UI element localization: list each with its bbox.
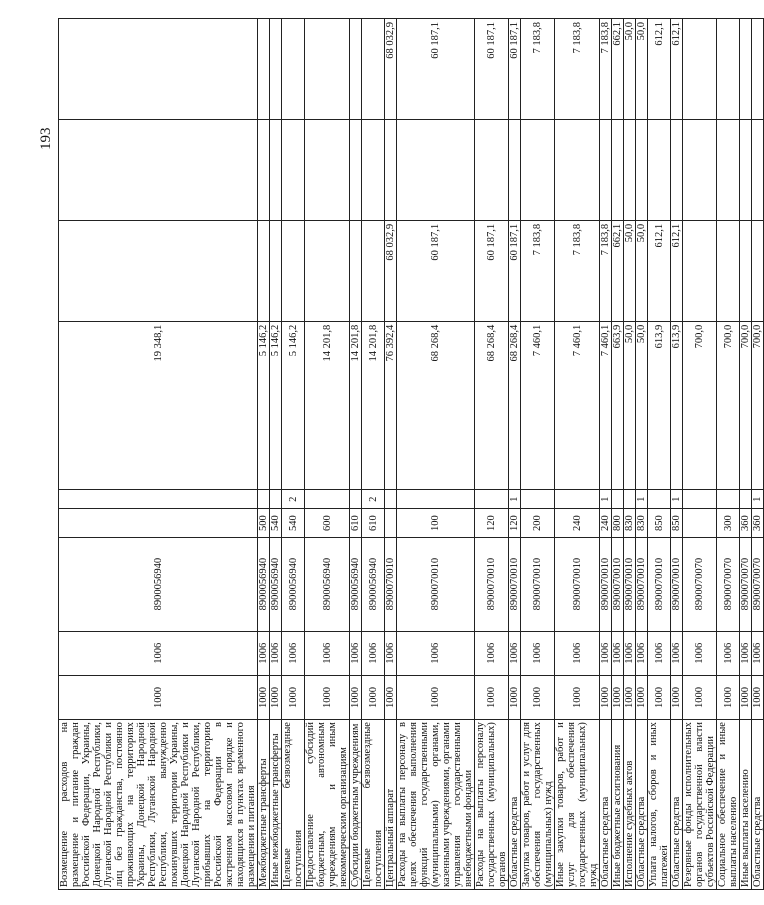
amount-1: 5 146,2	[270, 321, 282, 489]
amount-3	[350, 119, 362, 220]
amount-2: 7 183,8	[600, 220, 612, 321]
amount-4: 50,0	[636, 19, 648, 120]
amount-1: 7 460,1	[555, 321, 600, 489]
amount-3	[600, 119, 612, 220]
section-code: 1000	[305, 675, 350, 719]
row-name: Иные закупки товаров, работ и услуг для обеспечения государственных (муниципальных) нужд	[555, 720, 600, 890]
amount-4	[270, 19, 282, 120]
amount-2: 662,1	[612, 220, 624, 321]
amount-4	[59, 19, 258, 120]
table-row	[636, 19, 648, 890]
funding-flag	[555, 489, 600, 508]
expense-type-code: 850	[648, 509, 671, 537]
funding-flag	[521, 489, 555, 508]
amount-1: 7 460,1	[521, 321, 555, 489]
expense-type-code: 610	[362, 509, 385, 537]
table-row	[612, 19, 624, 890]
expense-type-code: 610	[350, 509, 362, 537]
amount-4	[752, 19, 764, 120]
subsection-code: 1006	[385, 631, 397, 675]
funding-flag: 1	[671, 489, 683, 508]
section-code: 1000	[350, 675, 362, 719]
amount-3	[258, 119, 270, 220]
amount-2	[258, 220, 270, 321]
amount-1: 14 201,8	[362, 321, 385, 489]
expense-type-code: 120	[475, 509, 509, 537]
subsection-code: 1006	[600, 631, 612, 675]
amount-1: 50,0	[624, 321, 636, 489]
row-name: Предоставление субсидий бюджетным, автономным учреждениям и иным некоммерческим организациям	[305, 720, 350, 890]
expense-type-code: 360	[740, 509, 752, 537]
amount-3	[612, 119, 624, 220]
row-name: Субсидии бюджетным учреждениям	[350, 720, 362, 890]
target-article-code: 8900056940	[282, 537, 305, 631]
section-code: 1000	[385, 675, 397, 719]
amount-2	[59, 220, 258, 321]
amount-2	[362, 220, 385, 321]
subsection-code: 1006	[740, 631, 752, 675]
amount-3	[648, 119, 671, 220]
amount-4: 60 187,1	[475, 19, 509, 120]
amount-4: 7 183,8	[521, 19, 555, 120]
subsection-code: 1006	[270, 631, 282, 675]
expense-type-code: 800	[612, 509, 624, 537]
table-row	[671, 19, 683, 890]
amount-4	[350, 19, 362, 120]
expense-type-code: 540	[282, 509, 305, 537]
row-name: Расходы на выплаты персоналу в целях обеспечения выполнения функций государственными (муниципальными) органами, казенными учреждениями, органами управления государственными внебюджетными фондами	[397, 720, 475, 890]
expense-type-code: 500	[258, 509, 270, 537]
funding-flag	[397, 489, 475, 508]
expense-type-code: 850	[671, 509, 683, 537]
amount-4	[362, 19, 385, 120]
table-row	[305, 19, 350, 890]
rotated-page	[58, 18, 763, 890]
subsection-code: 1006	[258, 631, 270, 675]
amount-4	[717, 19, 740, 120]
funding-flag: 1	[636, 489, 648, 508]
section-code: 1000	[258, 675, 270, 719]
target-article-code: 8900070010	[555, 537, 600, 631]
amount-4: 7 183,8	[600, 19, 612, 120]
budget-table	[58, 18, 764, 890]
funding-flag	[740, 489, 752, 508]
amount-4: 7 183,8	[555, 19, 600, 120]
amount-3	[671, 119, 683, 220]
table-row	[385, 19, 397, 890]
funding-flag	[612, 489, 624, 508]
section-code: 1000	[397, 675, 475, 719]
table-row	[555, 19, 600, 890]
target-article-code: 8900070070	[752, 537, 764, 631]
amount-3	[305, 119, 350, 220]
target-article-code: 8900070010	[624, 537, 636, 631]
subsection-code: 1006	[636, 631, 648, 675]
expense-type-code: 830	[636, 509, 648, 537]
section-code: 1000	[282, 675, 305, 719]
section-code: 1000	[600, 675, 612, 719]
amount-1: 14 201,8	[350, 321, 362, 489]
subsection-code: 1006	[305, 631, 350, 675]
row-name: Межбюджетные трансферты	[258, 720, 270, 890]
section-code: 1000	[521, 675, 555, 719]
target-article-code: 8900070010	[385, 537, 397, 631]
row-name: Целевые безвозмездные поступления	[282, 720, 305, 890]
section-code: 1000	[555, 675, 600, 719]
funding-flag	[59, 489, 258, 508]
subsection-code: 1006	[350, 631, 362, 675]
subsection-code: 1006	[624, 631, 636, 675]
amount-2	[683, 220, 717, 321]
amount-4: 60 187,1	[397, 19, 475, 120]
amount-4: 68 032,9	[385, 19, 397, 120]
row-name: Социальное обеспечение и иные выплаты населению	[717, 720, 740, 890]
row-name: Областные средства	[752, 720, 764, 890]
section-code: 1000	[671, 675, 683, 719]
amount-2	[305, 220, 350, 321]
expense-type-code: 600	[305, 509, 350, 537]
funding-flag	[648, 489, 671, 508]
section-code: 1000	[59, 675, 258, 719]
amount-4	[258, 19, 270, 120]
amount-2	[752, 220, 764, 321]
table-row	[521, 19, 555, 890]
expense-type-code: 200	[521, 509, 555, 537]
amount-3	[59, 119, 258, 220]
target-article-code: 8900070010	[509, 537, 521, 631]
amount-1: 68 268,4	[475, 321, 509, 489]
amount-3	[521, 119, 555, 220]
amount-4	[305, 19, 350, 120]
expense-type-code: 540	[270, 509, 282, 537]
target-article-code: 8900056940	[59, 537, 258, 631]
amount-3	[362, 119, 385, 220]
table-row	[683, 19, 717, 890]
amount-1: 5 146,2	[258, 321, 270, 489]
amount-4	[740, 19, 752, 120]
amount-3	[385, 119, 397, 220]
amount-4: 60 187,1	[509, 19, 521, 120]
amount-3	[397, 119, 475, 220]
subsection-code: 1006	[397, 631, 475, 675]
amount-4: 612,1	[648, 19, 671, 120]
amount-1: 19 348,1	[59, 321, 258, 489]
funding-flag: 2	[282, 489, 305, 508]
row-name: Исполнение судебных актов	[624, 720, 636, 890]
funding-flag: 1	[752, 489, 764, 508]
amount-4: 50,0	[624, 19, 636, 120]
target-article-code: 8900070010	[671, 537, 683, 631]
amount-3	[509, 119, 521, 220]
row-name: Областные средства	[600, 720, 612, 890]
subsection-code: 1006	[683, 631, 717, 675]
amount-3	[636, 119, 648, 220]
amount-3	[717, 119, 740, 220]
table-row	[509, 19, 521, 890]
amount-2: 68 032,9	[385, 220, 397, 321]
subsection-code: 1006	[612, 631, 624, 675]
expense-type-code: 240	[600, 509, 612, 537]
target-article-code: 8900070070	[683, 537, 717, 631]
amount-1: 68 268,4	[397, 321, 475, 489]
subsection-code: 1006	[475, 631, 509, 675]
amount-2: 612,1	[671, 220, 683, 321]
amount-2: 612,1	[648, 220, 671, 321]
funding-flag	[270, 489, 282, 508]
funding-flag	[350, 489, 362, 508]
amount-1: 613,9	[671, 321, 683, 489]
section-code: 1000	[636, 675, 648, 719]
subsection-code: 1006	[752, 631, 764, 675]
section-code: 1000	[752, 675, 764, 719]
table-row	[397, 19, 475, 890]
amount-3	[624, 119, 636, 220]
section-code: 1000	[270, 675, 282, 719]
target-article-code: 8900056940	[305, 537, 350, 631]
table-row	[752, 19, 764, 890]
section-code: 1000	[509, 675, 521, 719]
amount-1: 700,0	[740, 321, 752, 489]
expense-type-code: 830	[624, 509, 636, 537]
expense-type-code: 120	[509, 509, 521, 537]
amount-1: 7 460,1	[600, 321, 612, 489]
amount-1: 700,0	[683, 321, 717, 489]
amount-3	[475, 119, 509, 220]
target-article-code: 8900070070	[717, 537, 740, 631]
subsection-code: 1006	[717, 631, 740, 675]
expense-type-code: 100	[397, 509, 475, 537]
amount-2: 60 187,1	[397, 220, 475, 321]
table-body	[59, 19, 764, 890]
funding-flag	[305, 489, 350, 508]
row-name: Областные средства	[671, 720, 683, 890]
section-code: 1000	[362, 675, 385, 719]
amount-2: 7 183,8	[555, 220, 600, 321]
row-name: Уплата налогов, сборов и иных платежей	[648, 720, 671, 890]
table-row	[350, 19, 362, 890]
amount-2: 50,0	[636, 220, 648, 321]
subsection-code: 1006	[648, 631, 671, 675]
target-article-code: 8900056940	[350, 537, 362, 631]
target-article-code: 8900070010	[521, 537, 555, 631]
section-code: 1000	[717, 675, 740, 719]
target-article-code: 8900070070	[740, 537, 752, 631]
section-code: 1000	[612, 675, 624, 719]
funding-flag: 1	[509, 489, 521, 508]
amount-1: 50,0	[636, 321, 648, 489]
target-article-code: 8900056940	[258, 537, 270, 631]
target-article-code: 8900070010	[397, 537, 475, 631]
expense-type-code	[683, 509, 717, 537]
amount-4	[683, 19, 717, 120]
amount-3	[282, 119, 305, 220]
subsection-code: 1006	[59, 631, 258, 675]
funding-flag	[475, 489, 509, 508]
amount-2	[270, 220, 282, 321]
amount-2	[717, 220, 740, 321]
amount-3	[752, 119, 764, 220]
table-row	[270, 19, 282, 890]
amount-1: 700,0	[717, 321, 740, 489]
table-row	[282, 19, 305, 890]
funding-flag	[624, 489, 636, 508]
section-code: 1000	[624, 675, 636, 719]
row-name: Закупка товаров, работ и услуг для обеспечения государственных (муниципальных) нужд	[521, 720, 555, 890]
amount-4: 612,1	[671, 19, 683, 120]
section-code: 1000	[683, 675, 717, 719]
section-code: 1000	[648, 675, 671, 719]
row-name: Резервные фонды исполнительных органов государственной власти субъектов Российской Федерации	[683, 720, 717, 890]
table-row	[740, 19, 752, 890]
amount-1: 613,9	[648, 321, 671, 489]
table-row	[59, 19, 258, 890]
subsection-code: 1006	[555, 631, 600, 675]
amount-3	[740, 119, 752, 220]
row-name: Иные выплаты населению	[740, 720, 752, 890]
funding-flag	[717, 489, 740, 508]
funding-flag: 2	[362, 489, 385, 508]
amount-2: 50,0	[624, 220, 636, 321]
amount-2: 60 187,1	[509, 220, 521, 321]
amount-1: 68 268,4	[509, 321, 521, 489]
amount-3	[270, 119, 282, 220]
row-name: Центральный аппарат	[385, 720, 397, 890]
page-number: 193	[38, 127, 54, 150]
table-row	[600, 19, 612, 890]
funding-flag	[385, 489, 397, 508]
funding-flag	[258, 489, 270, 508]
row-name: Областные средства	[509, 720, 521, 890]
subsection-code: 1006	[671, 631, 683, 675]
table-row	[362, 19, 385, 890]
subsection-code: 1006	[282, 631, 305, 675]
section-code: 1000	[475, 675, 509, 719]
amount-4: 662,1	[612, 19, 624, 120]
expense-type-code	[59, 509, 258, 537]
target-article-code: 8900070010	[636, 537, 648, 631]
table-row	[258, 19, 270, 890]
target-article-code: 8900070010	[612, 537, 624, 631]
funding-flag	[683, 489, 717, 508]
amount-1: 76 392,4	[385, 321, 397, 489]
subsection-code: 1006	[362, 631, 385, 675]
amount-1: 663,9	[612, 321, 624, 489]
amount-2	[282, 220, 305, 321]
amount-1: 700,0	[752, 321, 764, 489]
expense-type-code: 300	[717, 509, 740, 537]
subsection-code: 1006	[509, 631, 521, 675]
target-article-code: 8900070010	[600, 537, 612, 631]
amount-2: 7 183,8	[521, 220, 555, 321]
expense-type-code: 360	[752, 509, 764, 537]
target-article-code: 8900070010	[475, 537, 509, 631]
row-name: Областные средства	[636, 720, 648, 890]
amount-1: 14 201,8	[305, 321, 350, 489]
funding-flag: 1	[600, 489, 612, 508]
row-name: Иные межбюджетные трансферты	[270, 720, 282, 890]
target-article-code: 8900056940	[362, 537, 385, 631]
expense-type-code	[385, 509, 397, 537]
target-article-code: 8900056940	[270, 537, 282, 631]
target-article-code: 8900070010	[648, 537, 671, 631]
amount-2	[350, 220, 362, 321]
amount-1: 5 146,2	[282, 321, 305, 489]
table-row	[624, 19, 636, 890]
amount-3	[683, 119, 717, 220]
table-row	[717, 19, 740, 890]
amount-2	[740, 220, 752, 321]
expense-type-code: 240	[555, 509, 600, 537]
amount-4	[282, 19, 305, 120]
table-row	[648, 19, 671, 890]
row-name: Иные бюджетные ассигнования	[612, 720, 624, 890]
subsection-code: 1006	[521, 631, 555, 675]
row-name: Целевые безвозмездные поступления	[362, 720, 385, 890]
section-code: 1000	[740, 675, 752, 719]
amount-3	[555, 119, 600, 220]
amount-2: 60 187,1	[475, 220, 509, 321]
table-row	[475, 19, 509, 890]
row-name: Возмещение расходов на размещение и питание граждан Российской Федерации, Украины, Донецкой Народной Республики, Луганской Народной Республики и лиц без гражданства, постоянно проживающих на территориях Украины, Донецкой Народной Республики, Луганской Народной Республики, вынужденно покинувших территории Украины, Донецкой Народной Республики и Луганской Народной Республики, прибывших на территорию Российской Федерации в экстренном массовом порядке и находящихся в пунктах временного размещения и питания	[59, 720, 258, 890]
row-name: Расходы на выплаты персоналу государственных (муниципальных) органов	[475, 720, 509, 890]
